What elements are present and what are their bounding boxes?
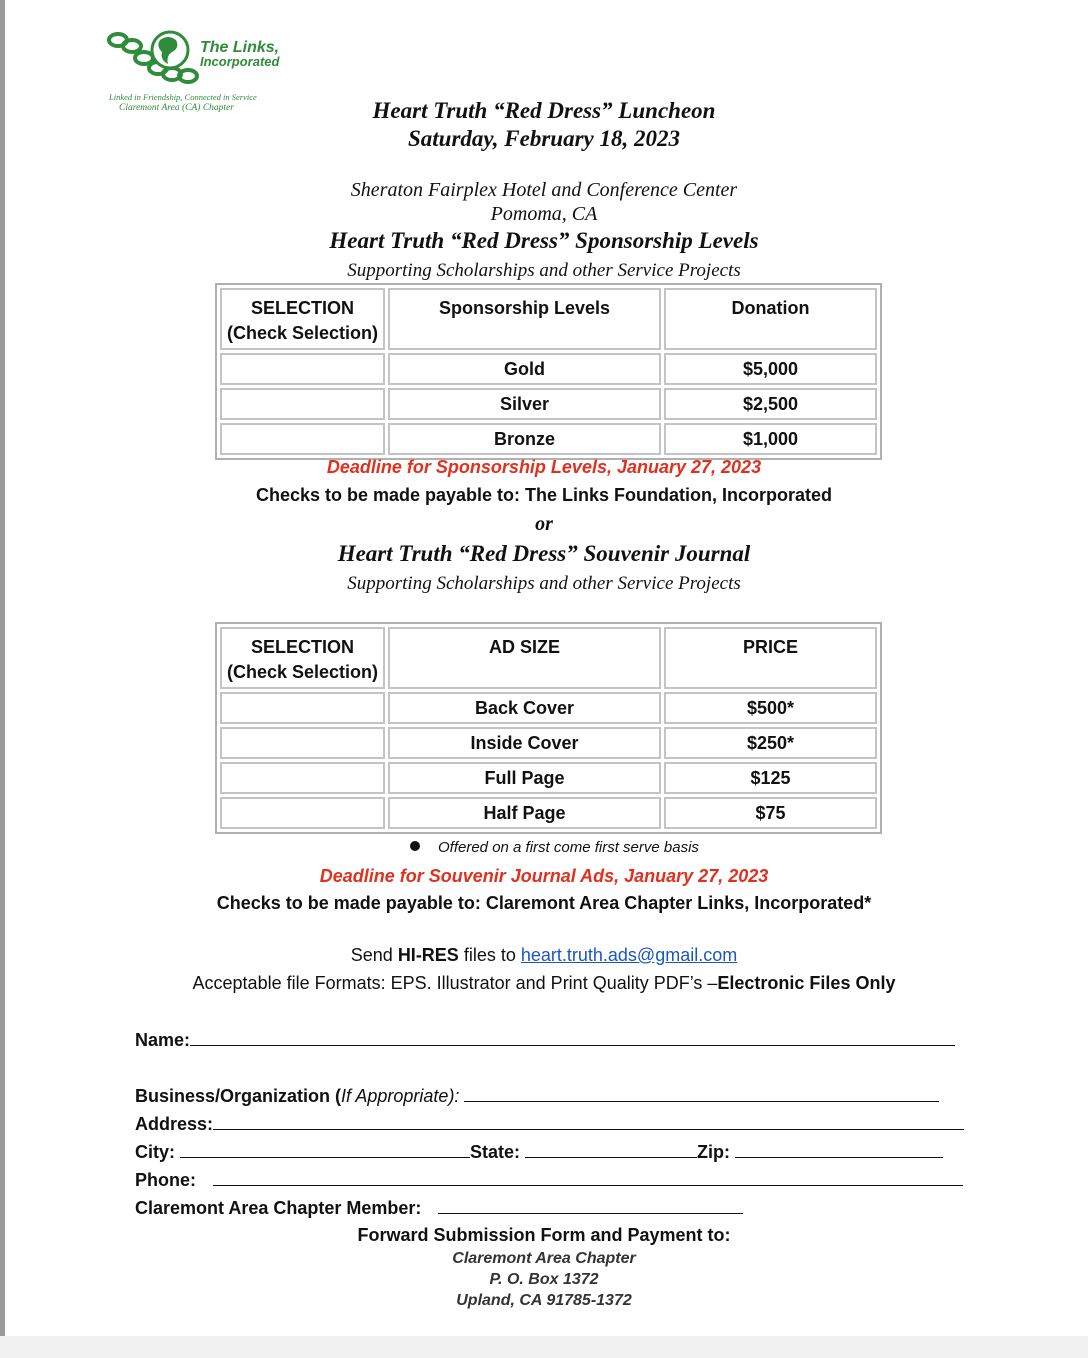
business-label: Business/Organization ( [135, 1086, 342, 1106]
phone-field[interactable] [213, 1169, 963, 1186]
member-row [135, 1197, 743, 1219]
table-row [220, 423, 877, 455]
email-link[interactable]: heart.truth.ads@gmail.com [520, 945, 738, 965]
address-field[interactable] [213, 1113, 964, 1130]
bullet-icon [410, 841, 420, 851]
forward-address-line3: Upland, CA 91785-1372 [456, 1292, 632, 1309]
table-row [220, 797, 877, 829]
ad-size-cell: Half Page [388, 797, 661, 829]
amount-cell: $5,000 [664, 353, 877, 385]
event-date: Saturday, February 18, 2023 [408, 126, 680, 151]
table-header-row [220, 627, 877, 689]
forward-heading: Forward Submission Form and Payment to: [357, 1225, 731, 1245]
send-prefix: Send [350, 945, 398, 965]
forward-address-line2: P. O. Box 1372 [489, 1271, 599, 1288]
send-mid: files to [458, 945, 521, 965]
table-row [220, 727, 877, 759]
price-header: PRICE [664, 627, 877, 689]
selection-header-sublabel: (Check Selection) [226, 323, 379, 343]
selection-header [220, 288, 385, 350]
table-row [220, 388, 877, 420]
name-row [135, 1029, 955, 1051]
page-bottom-margin [0, 1336, 1088, 1358]
table-row [220, 762, 877, 794]
send-bold: HI-RES [397, 945, 459, 965]
selection-header-label: SELECTION [250, 298, 354, 318]
formats-text: Acceptable file Formats: EPS. Illustrator and Print Quality PDF’s – [192, 973, 718, 993]
ad-size-cell: Back Cover [388, 692, 661, 724]
journal-table [215, 622, 882, 834]
selection-header [220, 627, 385, 689]
level-header: Sponsorship Levels [388, 288, 661, 350]
address-row [135, 1113, 964, 1135]
journal-note-text: Offered on a first come first serve basis [438, 839, 699, 856]
member-field[interactable] [438, 1197, 743, 1214]
selection-checkbox-full-page[interactable] [220, 762, 385, 794]
file-formats-line [0, 973, 1088, 994]
sponsorship-subheading: Supporting Scholarships and other Service Projects [347, 260, 741, 281]
price-cell: $500* [664, 692, 877, 724]
selection-checkbox-bronze[interactable] [220, 423, 385, 455]
table-row [220, 692, 877, 724]
member-label: Claremont Area Chapter Member: [135, 1198, 422, 1218]
state-label: State: [470, 1142, 521, 1162]
business-field[interactable] [464, 1085, 939, 1102]
logo-name-line1: The Links, [200, 39, 280, 56]
ad-size-cell: Full Page [388, 762, 661, 794]
table-header-row [220, 288, 877, 350]
selection-header-sublabel: (Check Selection) [226, 662, 379, 682]
event-title: Heart Truth “Red Dress” Luncheon [372, 98, 716, 123]
amount-cell: $2,500 [664, 388, 877, 420]
journal-subheading: Supporting Scholarships and other Service Projects [347, 573, 741, 594]
phone-label: Phone: [135, 1170, 196, 1190]
logo-chapter: Claremont Area (CA) Chapter [119, 103, 234, 113]
journal-heading: Heart Truth “Red Dress” Souvenir Journal [337, 541, 751, 566]
event-venue: Sheraton Fairplex Hotel and Conference Center [350, 179, 738, 201]
city-label: City: [135, 1142, 175, 1162]
name-field[interactable] [190, 1029, 955, 1046]
table-row [220, 353, 877, 385]
sponsorship-table [215, 283, 882, 460]
sponsorship-payable: Checks to be made payable to: The Links Foundation, Incorporated [255, 485, 833, 505]
ad-size-header: AD SIZE [388, 627, 661, 689]
logo-name-line2: Incorporated [200, 54, 280, 69]
level-cell: Silver [388, 388, 661, 420]
event-city: Pomoma, CA [490, 203, 598, 225]
journal-deadline: Deadline for Souvenir Journal Ads, January 27, 2023 [319, 866, 769, 886]
price-cell: $250* [664, 727, 877, 759]
selection-header-label: SELECTION [250, 637, 354, 657]
donation-header: Donation [664, 288, 877, 350]
send-files-line [0, 945, 1088, 966]
price-cell: $125 [664, 762, 877, 794]
selection-checkbox-gold[interactable] [220, 353, 385, 385]
selection-checkbox-silver[interactable] [220, 388, 385, 420]
business-row [135, 1085, 939, 1107]
journal-note [410, 839, 699, 856]
selection-checkbox-back-cover[interactable] [220, 692, 385, 724]
business-label-italic: If Appropriate): [341, 1086, 460, 1106]
formats-bold: Electronic Files Only [717, 973, 896, 993]
price-cell: $75 [664, 797, 877, 829]
city-state-zip-row [135, 1141, 943, 1163]
zip-label: Zip: [697, 1142, 731, 1162]
level-cell: Gold [388, 353, 661, 385]
chain-globe-icon [106, 26, 202, 88]
amount-cell: $1,000 [664, 423, 877, 455]
state-field[interactable] [525, 1141, 697, 1158]
or-separator: or [535, 513, 553, 535]
selection-checkbox-inside-cover[interactable] [220, 727, 385, 759]
city-field[interactable] [180, 1141, 470, 1158]
journal-payable: Checks to be made payable to: Claremont Area Chapter Links, Incorporated* [216, 893, 872, 913]
name-label: Name: [135, 1030, 191, 1050]
address-label: Address: [135, 1114, 214, 1134]
sponsorship-heading: Heart Truth “Red Dress” Sponsorship Levels [329, 228, 759, 253]
level-cell: Bronze [388, 423, 661, 455]
selection-checkbox-half-page[interactable] [220, 797, 385, 829]
logo-tagline: Linked in Friendship, Connected in Service [109, 92, 257, 102]
forward-address-line1: Claremont Area Chapter [452, 1250, 636, 1267]
sponsorship-deadline: Deadline for Sponsorship Levels, January 27, 2023 [326, 457, 762, 477]
ad-size-cell: Inside Cover [388, 727, 661, 759]
zip-field[interactable] [735, 1141, 943, 1158]
phone-row [135, 1169, 963, 1191]
